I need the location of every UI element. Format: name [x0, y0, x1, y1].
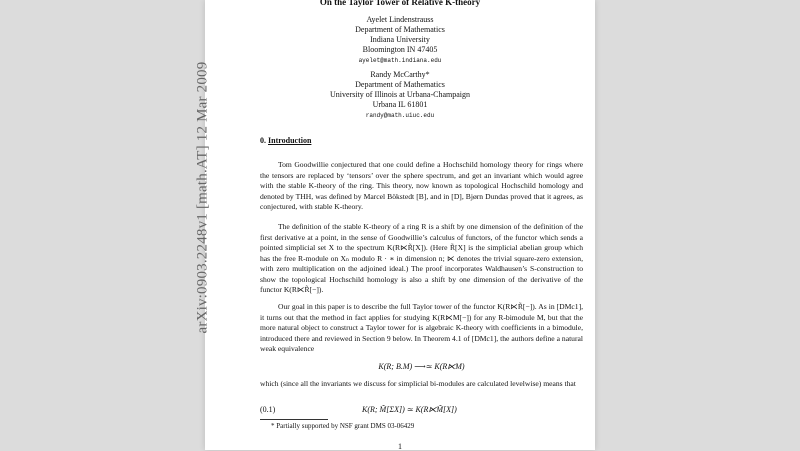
page-number: 1 — [398, 442, 402, 451]
paragraph-1-text: Tom Goodwillie conjectured that one could define a Hochschild homology theory for rings where the tensors are replaced by ‘tensors’ over the sphere spectrum, and get an invariant which would agree with the stable K-theory of the ring. This theory, now known as topological Hochschild homology and denoted by THH, was defined by Marcel Bökstedt [B], and in [D], Bjørn Dundas proved that it agrees, as conjectured, with stable K-theory. — [260, 160, 583, 211]
author1-dept: Department of Mathematics — [355, 25, 445, 34]
equation-weak-equivalence: K(R; B.M) ⟶≃ K(R⋉M) — [378, 362, 465, 371]
author2-name: Randy McCarthy* — [370, 70, 430, 79]
section-heading — [260, 136, 311, 145]
footnote-rule — [260, 419, 328, 420]
author2-city: Urbana IL 61801 — [372, 100, 428, 109]
after-equation-text: which (since all the invariants we discuss for simplicial bi-modules are calculated levelwise) means that — [260, 379, 576, 388]
author1-email[interactable]: ayelet@math.indiana.edu — [358, 57, 442, 64]
author2-univ: University of Illinois at Urbana-Champaign — [330, 90, 470, 99]
paragraph-2-text: The definition of the stable K-theory of a ring R is a shift by one dimension of the definition of the first derivative at a point, in the sense of Goodwillie’s calculus of functors, of the functor which sends a pointed simplicial set X to the spectrum K(R⋉R̃[X]). (Here R̃[X] is the simplicial abelian group which has the free R-module on Xₙ modulo R · ∗ in dimension n; ⋉ denotes the trivial square-zero extension, with zero multiplication on the adjoined ideal.) The proof incorporates Waldhausen’s S-construction to show the topological Hochschild homology is also a shift by one dimension of the derivative of the functor K(R⋉R̃[−]). — [260, 222, 583, 294]
paragraph-2 — [260, 222, 583, 296]
equation-body: K(R; M̃[ΣX]) ≃ K(R⋉M̃[X]) — [362, 405, 457, 414]
paper-page — [194, 0, 595, 451]
paragraph-3-text: Our goal in this paper is to describe the full Taylor tower of the functor K(R⋉R̃[−]). As in [DMc1], it turns out that the method in fact applies for studying K(R⋉M[−]) for any R-bimodule M, but that the more natural object to construct a Taylor tower for is algebraic K-theory with coefficients in a bimodule, introduced there and reviewed in Section 9 below. In Theorem 4.1 of [DMc1], the authors define a natural weak equivalence — [260, 302, 583, 353]
equation-number: (0.1) — [260, 405, 276, 414]
author1-univ: Indiana University — [370, 35, 430, 44]
author2-email[interactable]: randy@math.uiuc.edu — [365, 112, 435, 119]
author2-dept: Department of Mathematics — [355, 80, 445, 89]
paragraph-3 — [260, 302, 583, 355]
paper-title: On the Taylor Tower of Relative K-theory — [319, 0, 481, 7]
author1-city: Bloomington IN 47405 — [362, 45, 438, 54]
arxiv-stamp-text: arXiv:0903.2248v1 [math.AT] 12 Mar 2009 — [194, 61, 211, 333]
paragraph-1 — [260, 160, 583, 213]
footnote: * Partially supported by NSF grant DMS 03-06429 — [271, 422, 415, 430]
author1-name: Ayelet Lindenstrauss — [366, 15, 434, 24]
section-title-text: Introduction — [268, 136, 312, 145]
section-number: 0. — [260, 136, 266, 145]
